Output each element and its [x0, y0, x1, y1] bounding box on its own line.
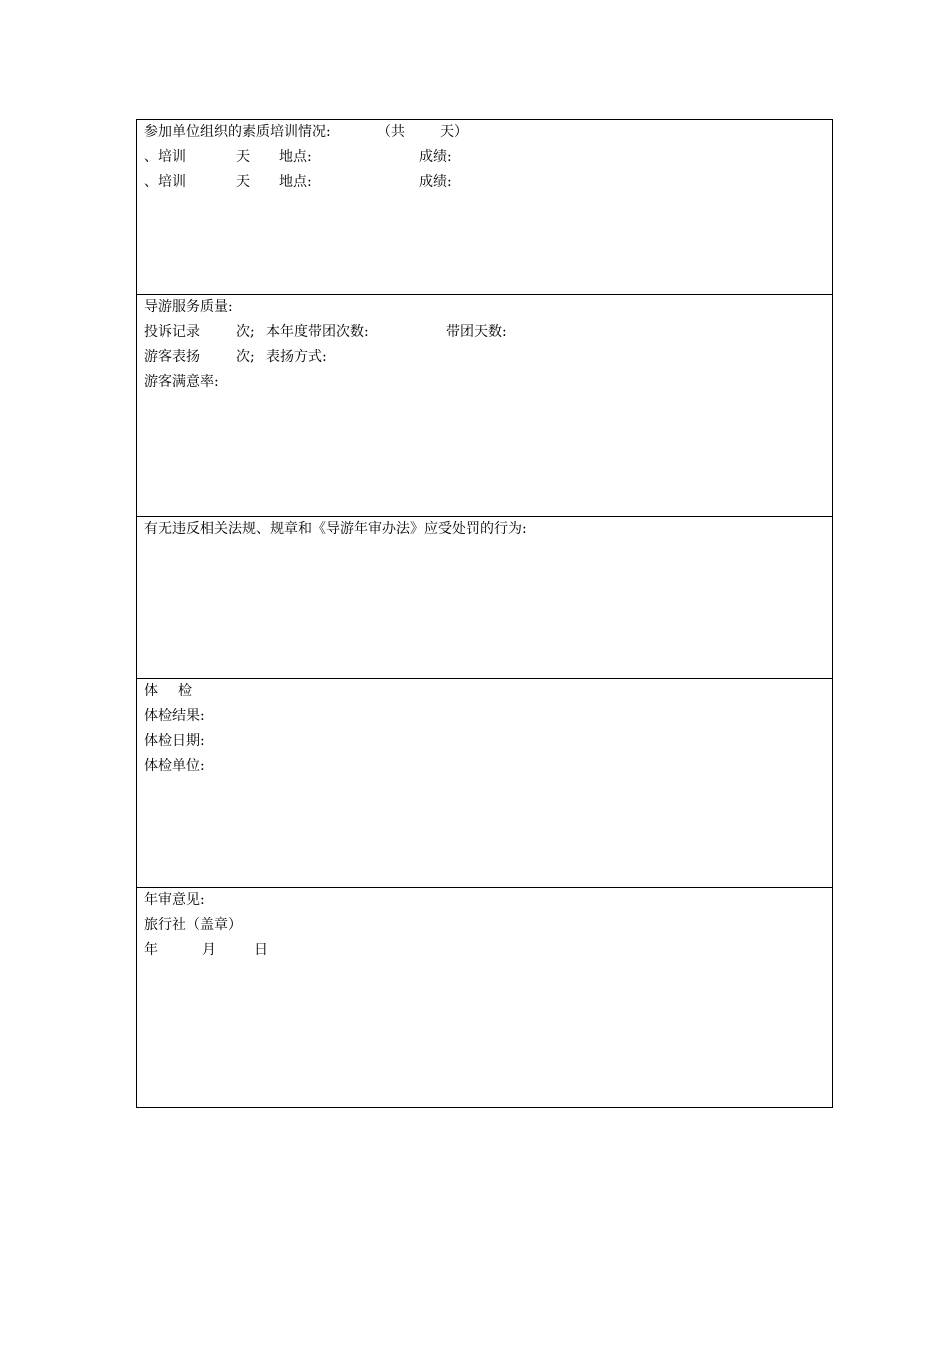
agency-stamp-line	[144, 915, 832, 940]
training-row	[144, 172, 832, 197]
violations-heading: 有无违反相关法规、规章和《导游年审办法》应受处罚的行为:	[144, 521, 527, 537]
review-opinion-section	[137, 888, 832, 1107]
physical-heading-b: 检	[178, 683, 192, 699]
physical-date-label: 体检日期:	[144, 733, 205, 749]
physical-result-line	[144, 706, 832, 731]
training-row	[144, 147, 832, 172]
training-row-days: 天	[236, 149, 250, 165]
training-row-prefix: 、培训	[144, 149, 186, 165]
review-heading-line	[144, 890, 832, 915]
training-row-score: 成绩:	[419, 174, 452, 190]
service-heading: 导游服务质量:	[144, 299, 233, 315]
physical-result-label: 体检结果:	[144, 708, 205, 724]
date-year: 年	[144, 942, 158, 958]
date-day: 日	[254, 942, 268, 958]
complaint-label: 投诉记录	[144, 324, 200, 340]
review-heading: 年审意见:	[144, 892, 205, 908]
annual-review-form	[136, 119, 833, 1108]
training-row-score: 成绩:	[419, 149, 452, 165]
training-section	[137, 120, 832, 295]
physical-exam-section	[137, 679, 832, 888]
physical-heading-a: 体	[144, 683, 158, 699]
training-heading-line	[144, 122, 832, 147]
praise-unit: 次;	[236, 349, 255, 365]
training-row-prefix: 、培训	[144, 174, 186, 190]
training-total-open: （共	[377, 124, 405, 140]
training-total-close: 天）	[440, 124, 468, 140]
date-month: 月	[202, 942, 216, 958]
date-line	[144, 940, 832, 965]
training-row-place: 地点:	[279, 149, 312, 165]
violations-section	[137, 517, 832, 679]
physical-unit-label: 体检单位:	[144, 758, 205, 774]
praise-line	[144, 347, 832, 372]
tour-days-label: 带团天数:	[446, 324, 507, 340]
training-heading: 参加单位组织的素质培训情况:	[144, 124, 331, 140]
physical-heading-line	[144, 681, 832, 706]
praise-label: 游客表扬	[144, 349, 200, 365]
physical-unit-line	[144, 756, 832, 781]
training-row-place: 地点:	[279, 174, 312, 190]
tour-count-label: 本年度带团次数:	[266, 324, 369, 340]
training-row-days: 天	[236, 174, 250, 190]
satisfaction-label: 游客满意率:	[144, 374, 219, 390]
violations-heading-line	[144, 519, 832, 544]
praise-method-label: 表扬方式:	[266, 349, 327, 365]
physical-date-line	[144, 731, 832, 756]
complaint-line	[144, 322, 832, 347]
complaint-unit: 次;	[236, 324, 255, 340]
agency-stamp-label: 旅行社（盖章）	[144, 917, 242, 933]
satisfaction-line	[144, 372, 832, 397]
service-quality-section	[137, 295, 832, 517]
service-heading-line	[144, 297, 832, 322]
